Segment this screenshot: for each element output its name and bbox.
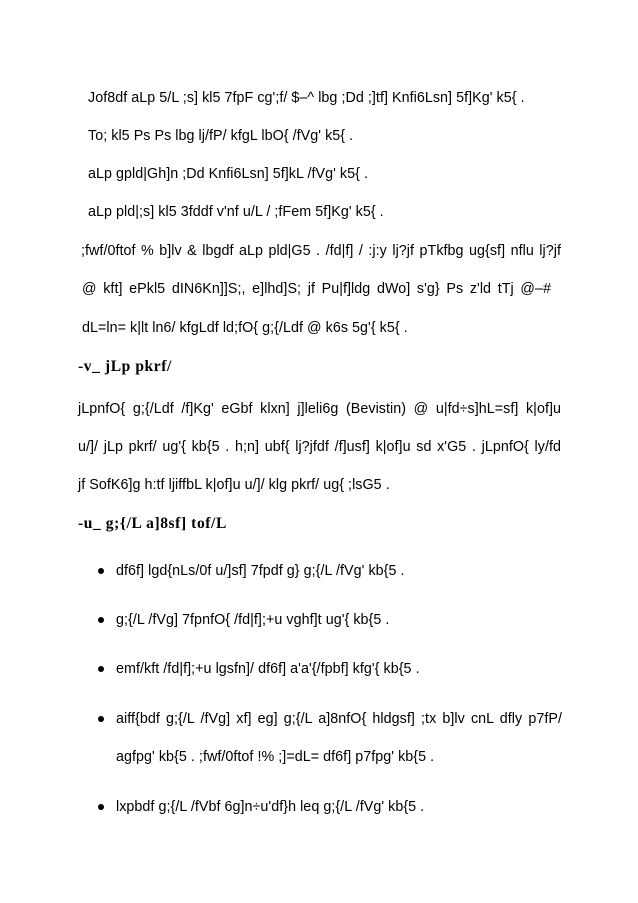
bullet-dot-icon <box>98 666 104 672</box>
bullet-text: lxpbdf g;{/L /fVbf 6g]n÷u'df}h leq g;{/L /fVg' kb{5 . <box>116 799 425 815</box>
intro-line-4: aLp pld|;s] kl5 3fddf v'nf u/L / ;fFem 5f]Kg' k5{ . <box>88 204 384 220</box>
bullet-dot-icon <box>98 568 104 574</box>
intro-line-5: ;fwf/0ftof % b]lv & lbgdf aLp pld|G5 . /fd|f] / :j:y lj?jf pTkfbg ug{sf] nflu lj?jf <box>81 243 561 259</box>
bullet-text: df6f] lgd{nLs/0f u/]sf] 7fpdf g} g;{/L /fVg' kb{5 . <box>116 563 405 579</box>
bullet-text: emf/kft /fd|f];+u lgsfn]/ df6f] a'a'{/fpbf] kfg'{ kb{5 . <box>116 661 420 677</box>
intro-line-3: aLp gpld|Gh]n ;Dd Knfi6Lsn] 5f]kL /fVg' k5{ . <box>88 166 368 182</box>
intro-line-6: @ kft] ePkl5 dIN6Kn]]S;, e]lhd]S; jf Pu|f]ldg dWo] s'g} Ps z'ld tTj @–# <box>82 281 551 297</box>
intro-line-1: Jof8df aLp 5/L ;s] kl5 7fpF cg';f/ $–^ lbg ;Dd ;]tf] Knfi6Lsn] 5f]Kg' k5{ . <box>88 90 525 106</box>
bullet-text: aiff{bdf g;{/L /fVg] xf] eg] g;{/L a]8nfO{ hldgsf] ;tx b]lv cnL dfly p7fP/ <box>116 711 562 727</box>
bullet-text: g;{/L /fVg] 7fpnfO{ /fd|f];+u vghf]t ug'{ kb{5 . <box>116 612 390 628</box>
paragraph-line-3: jf SofK6]g h:tf ljiffbL k|of]u u/]/ klg pkrf/ ug{ ;lsG5 . <box>78 477 390 493</box>
bullet-text-continuation: agfpg' kb{5 . ;fwf/0ftof !% ;]=dL= df6f] p7fpg' kb{5 . <box>116 749 435 765</box>
section-heading-kha: -v_ jLp pkrf/ <box>78 358 172 375</box>
section-heading-ga: -u_ g;{/L a]8sf] tof/L <box>78 515 227 532</box>
intro-line-2: To; kl5 Ps Ps lbg lj/fP/ kfgL lbO{ /fVg' k5{ . <box>88 128 354 144</box>
bullet-dot-icon <box>98 804 104 810</box>
paragraph-line-2: u/]/ jLp pkrf/ ug'{ kb{5 . h;n] ubf{ lj?jfdf /f]usf] k|of]u sd x'G5 . jLpnfO{ ly/fd <box>78 439 561 455</box>
bullet-dot-icon <box>98 617 104 623</box>
intro-line-7: dL=ln= k|lt ln6/ kfgLdf ld;fO{ g;{/Ldf @ k6s 5g'{ k5{ . <box>82 320 408 336</box>
paragraph-line-1: jLpnfO{ g;{/Ldf /f]Kg' eGbf klxn] j]leli6g (Bevistin) @ u|fd÷s]hL=sf] k|of]u <box>78 401 561 417</box>
bullet-dot-icon <box>98 716 104 722</box>
